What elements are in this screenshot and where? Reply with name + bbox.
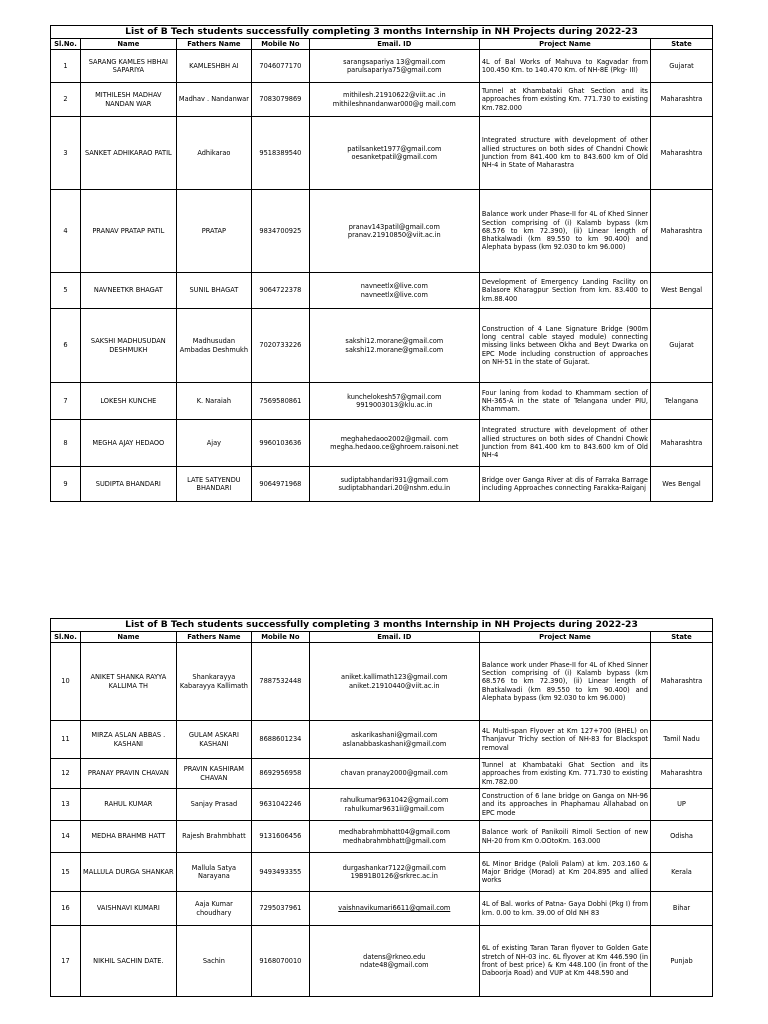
cell-name: SANKET ADHIKARAO PATIL xyxy=(80,117,176,190)
cell-email-id xyxy=(309,420,479,467)
cell-state: Tamil Nadu xyxy=(651,721,713,759)
email-address: medhabrahmbhatt04@gmail.com xyxy=(338,828,451,837)
cell-project-name: 4L of Bal. works of Patna- Gaya Dobhi (Pkg I) from km. 0.00 to km. 39.00 of Old NH 83 xyxy=(479,892,650,926)
cell-name: RAHUL KUMAR xyxy=(80,789,176,821)
email-address: mithileshnandanwar000@g mail.com xyxy=(332,99,456,108)
table-row xyxy=(51,190,713,273)
cell-project-name: Bridge over Ganga River at dis of Farraka Barrage including Approaches connecting Farakka-Raiganj xyxy=(479,467,650,502)
table-row xyxy=(51,50,713,83)
cell-project-name: Construction of 4 Lane Signature Bridge (900m long central cable stayed module) connecting missing links between Okha and Beyt Dwarka on EPC Mode including construction of approaches on NH-51 in the state of Gujarat. xyxy=(479,309,650,383)
header-row xyxy=(51,39,713,50)
cell-email-id xyxy=(309,117,479,190)
email-address: navneetlx@live.com xyxy=(360,290,428,299)
cell-state: Maharashtra xyxy=(651,643,713,721)
cell-state: Bihar xyxy=(651,892,713,926)
cell-project-name: Development of Emergency Landing Facility on Balasore Kharagpur Section from km. 83.400 to km.88.400 xyxy=(479,273,650,309)
table-title: List of B Tech students successfully completing 3 months Internship in NH Projects during 2022-23 xyxy=(51,619,713,632)
table-row xyxy=(51,467,713,502)
email-address: sakshi12.morane@gmail.com xyxy=(345,337,444,346)
header-fathers-name: Fathers Name xyxy=(176,632,251,643)
cell-mobile-no: 9168070010 xyxy=(252,926,310,997)
cell-name: SAKSHI MADHUSUDAN DESHMUKH xyxy=(80,309,176,383)
cell-sl-no: 7 xyxy=(51,383,81,420)
cell-email-id xyxy=(309,273,479,309)
cell-name: MEGHA AJAY HEDAOO xyxy=(80,420,176,467)
cell-state: Maharashtra xyxy=(651,190,713,273)
email-address: durgashankar7122@gmail.com xyxy=(342,863,446,872)
table-row xyxy=(51,892,713,926)
cell-fathers-name: Mallula Satya Narayana xyxy=(176,853,251,892)
cell-mobile-no: 8688601234 xyxy=(252,721,310,759)
email-address: sarangsapariya 13@gmail.com xyxy=(343,57,446,66)
email-address: 9919003013@klu.ac.in xyxy=(356,401,433,409)
cell-sl-no: 1 xyxy=(51,50,81,83)
table-row xyxy=(51,383,713,420)
header-project-name: Project Name xyxy=(479,632,650,643)
table-row xyxy=(51,420,713,467)
cell-fathers-name: Sachin xyxy=(176,926,251,997)
email-address: oesanketpatil@gmail.com xyxy=(351,153,438,161)
cell-email-id xyxy=(309,383,479,420)
cell-sl-no: 10 xyxy=(51,643,81,721)
cell-name: SARANG KAMLES HBHAI SAPARIYA xyxy=(80,50,176,83)
cell-mobile-no: 7887532448 xyxy=(252,643,310,721)
cell-mobile-no: 7046077170 xyxy=(252,50,310,83)
cell-name: MEDHA BRAHMB HATT xyxy=(80,821,176,853)
cell-mobile-no: 9834700925 xyxy=(252,190,310,273)
cell-fathers-name: Shankarayya Kabarayya Kallimath xyxy=(176,643,251,721)
cell-fathers-name: KAMLESHBH AI xyxy=(176,50,251,83)
cell-project-name: Four laning from kodad to Khammam section of NH-365-A in the state of Telangana under PIU, Khammam. xyxy=(479,383,650,420)
cell-state: Punjab xyxy=(651,926,713,997)
cell-email-id xyxy=(309,643,479,721)
cell-mobile-no: 7295037961 xyxy=(252,892,310,926)
cell-mobile-no: 9131606456 xyxy=(252,821,310,853)
table-row xyxy=(51,853,713,892)
email-address: datens@rkneo.edu xyxy=(363,952,426,961)
cell-email-id xyxy=(309,467,479,502)
cell-state: Gujarat xyxy=(651,50,713,83)
cell-email-id xyxy=(309,190,479,273)
cell-sl-no: 11 xyxy=(51,721,81,759)
cell-sl-no: 8 xyxy=(51,420,81,467)
email-address: sudiptabhandari.20@nshm.edu.in xyxy=(338,484,451,492)
cell-project-name: 6L Minor Bridge (Paloli Palam) at km. 203.160 & Major Bridge (Morad) at Km 204.895 and allied works xyxy=(479,853,650,892)
email-address: aniket.kallimath123@gmail.com xyxy=(341,673,448,682)
cell-name: NAVNEETKR BHAGAT xyxy=(80,273,176,309)
cell-mobile-no: 8692956958 xyxy=(252,759,310,789)
cell-state: Maharashtra xyxy=(651,83,713,117)
table-row xyxy=(51,273,713,309)
cell-state: Odisha xyxy=(651,821,713,853)
table-row xyxy=(51,117,713,190)
header-name: Name xyxy=(80,632,176,643)
header-row xyxy=(51,632,713,643)
table-row xyxy=(51,821,713,853)
cell-sl-no: 13 xyxy=(51,789,81,821)
cell-name: MITHILESH MADHAV NANDAN WAR xyxy=(80,83,176,117)
cell-name: PRANAV PRATAP PATIL xyxy=(80,190,176,273)
cell-email-id xyxy=(309,821,479,853)
header-state: State xyxy=(651,39,713,50)
cell-fathers-name: PRAVIN KASHIRAM CHAVAN xyxy=(176,759,251,789)
cell-project-name: 6L of existing Taran Taran flyover to Golden Gate stretch of NH-03 inc. 6L flyover at Km 446.590 (in front of best price) & Km 448.100 (in front of the Daboorja Road) and VUP at Km 448.590 and xyxy=(479,926,650,997)
cell-name: LOKESH KUNCHE xyxy=(80,383,176,420)
table-row xyxy=(51,721,713,759)
email-address: medhabrahmbhatt@gmail.com xyxy=(342,836,446,845)
cell-name: MALLULA DURGA SHANKAR xyxy=(80,853,176,892)
cell-mobile-no: 7569580861 xyxy=(252,383,310,420)
header-state: State xyxy=(651,632,713,643)
cell-project-name: 4L of Bal Works of Mahuva to Kagvadar from 100.450 Km. to 140.470 Km. of NH-8E (Pkg- III) xyxy=(479,50,650,83)
cell-mobile-no: 9493493355 xyxy=(252,853,310,892)
cell-sl-no: 9 xyxy=(51,467,81,502)
cell-state: UP xyxy=(651,789,713,821)
cell-mobile-no: 9064722378 xyxy=(252,273,310,309)
cell-email-id xyxy=(309,309,479,383)
cell-project-name: Tunnel at Khambataki Ghat Section and its approaches from existing Km. 771.730 to existing Km.782.000 xyxy=(479,83,650,117)
email-address: pranav.21910850@viit.ac.in xyxy=(347,231,441,239)
cell-mobile-no: 9631042246 xyxy=(252,789,310,821)
cell-mobile-no: 9518389540 xyxy=(252,117,310,190)
cell-mobile-no: 9960103636 xyxy=(252,420,310,467)
email-address: kunchelokesh57@gmail.com xyxy=(347,392,442,401)
cell-email-id xyxy=(309,892,479,926)
email-address: chavan pranay2000@gmail.com xyxy=(340,769,448,778)
table-title: List of B Tech students successfully completing 3 months Internship in NH Projects during 2022-23 xyxy=(51,26,713,39)
cell-fathers-name: Sanjay Prasad xyxy=(176,789,251,821)
cell-state: Gujarat xyxy=(651,309,713,383)
cell-name: MIRZA ASLAN ABBAS . KASHANI xyxy=(80,721,176,759)
email-address: sakshi12.morane@gmail.com xyxy=(345,345,444,354)
email-address: parulsapariya75@gmail.com xyxy=(346,66,442,74)
cell-fathers-name: K. Naraiah xyxy=(176,383,251,420)
cell-email-id xyxy=(309,789,479,821)
table-row xyxy=(51,926,713,997)
table-row xyxy=(51,759,713,789)
cell-sl-no: 2 xyxy=(51,83,81,117)
table-row xyxy=(51,309,713,383)
email-address: askarikashani@gmail.com xyxy=(351,731,438,740)
cell-fathers-name: GULAM ASKARI KASHANI xyxy=(176,721,251,759)
email-address: aniket.21910440@viit.ac.in xyxy=(349,681,440,690)
cell-sl-no: 4 xyxy=(51,190,81,273)
header-mobile-no: Mobile No xyxy=(252,632,310,643)
internship-table-1 xyxy=(50,25,713,502)
email-address: rahulkumar9631ii@gmail.com xyxy=(344,804,445,813)
cell-name: NIKHIL SACHIN DATE. xyxy=(80,926,176,997)
cell-name: SUDIPTA BHANDARI xyxy=(80,467,176,502)
cell-sl-no: 14 xyxy=(51,821,81,853)
cell-fathers-name: Aaja Kumar choudhary xyxy=(176,892,251,926)
cell-state: Maharashtra xyxy=(651,759,713,789)
email-address: 19B91B0126@srkrec.ac.in xyxy=(350,872,438,880)
cell-email-id xyxy=(309,853,479,892)
header-mobile-no: Mobile No xyxy=(252,39,310,50)
cell-name: PRANAY PRAVIN CHAVAN xyxy=(80,759,176,789)
cell-project-name: Integrated structure with development of other allied structures on both sides of Chandni Chowk Junction from 841.400 km to 843.600 km of Old NH-4 xyxy=(479,420,650,467)
email-address: sudiptabhandari931@gmail.com xyxy=(340,475,449,484)
cell-fathers-name: Rajesh Brahmbhatt xyxy=(176,821,251,853)
table-row xyxy=(51,789,713,821)
cell-project-name: Balance work under Phase-II for 4L of Khed Sinner Section comprising of (i) Kalamb bypass (km 68.576 to km 72.390), (ii) Linear length of Bhatkalwadi (km 89.550 to km 90.400) and Alephata bypass (km 92.030 to km 96.000) xyxy=(479,190,650,273)
header-email-id: Email. ID xyxy=(309,632,479,643)
cell-state: West Bengal xyxy=(651,273,713,309)
cell-name: VAISHNAVI KUMARI xyxy=(80,892,176,926)
cell-sl-no: 17 xyxy=(51,926,81,997)
email-address: pranav143patil@gmail.com xyxy=(348,222,440,231)
cell-sl-no: 12 xyxy=(51,759,81,789)
cell-project-name: Balance work of Panikoili Rimoli Section of new NH-20 from Km 0.OOtoKm. 163.000 xyxy=(479,821,650,853)
cell-fathers-name: PRATAP xyxy=(176,190,251,273)
cell-mobile-no: 7083079869 xyxy=(252,83,310,117)
cell-fathers-name: SUNIL BHAGAT xyxy=(176,273,251,309)
cell-fathers-name: Madhav . Nandanwar xyxy=(176,83,251,117)
email-address: meghahedaoo2002@gmail. com xyxy=(340,434,448,443)
header-email-id: Email. ID xyxy=(309,39,479,50)
cell-sl-no: 5 xyxy=(51,273,81,309)
header-fathers-name: Fathers Name xyxy=(176,39,251,50)
email-address: aslanabbaskashani@gmail.com xyxy=(342,739,447,748)
cell-state: Wes Bengal xyxy=(651,467,713,502)
cell-email-id xyxy=(309,926,479,997)
cell-sl-no: 16 xyxy=(51,892,81,926)
header-sl-no: Sl.No. xyxy=(51,39,81,50)
cell-name: ANIKET SHANKA RAYYA KALLIMA TH xyxy=(80,643,176,721)
cell-mobile-no: 9064971968 xyxy=(252,467,310,502)
cell-fathers-name: Adhikarao xyxy=(176,117,251,190)
cell-fathers-name: LATE SATYENDU BHANDARI xyxy=(176,467,251,502)
cell-email-id xyxy=(309,759,479,789)
cell-project-name: Integrated structure with development of other allied structures on both sides of Chandni Chowk Junction from 841.400 km to 843.600 km of Old NH-4 in State of Maharastra xyxy=(479,117,650,190)
cell-email-id xyxy=(309,50,479,83)
email-address: patilsanket1977@gmail.com xyxy=(347,144,442,153)
cell-fathers-name: Ajay xyxy=(176,420,251,467)
cell-project-name: 4L Multi-span Flyover at Km 127+700 (BHEL) on Thanjavur Trichy section of NH-83 for Blackspot removal xyxy=(479,721,650,759)
email-address: megha.hedaoo.ce@ghroem.raisoni.net xyxy=(330,443,459,451)
table-row xyxy=(51,643,713,721)
cell-email-id xyxy=(309,721,479,759)
internship-table-2 xyxy=(50,618,713,997)
cell-fathers-name: Madhusudan Ambadas Deshmukh xyxy=(176,309,251,383)
table-row xyxy=(51,83,713,117)
cell-project-name: Construction of 6 lane bridge on Ganga on NH-96 and its approaches in Phaphamau Allahabad on EPC mode xyxy=(479,789,650,821)
cell-sl-no: 3 xyxy=(51,117,81,190)
cell-sl-no: 15 xyxy=(51,853,81,892)
cell-state: Kerala xyxy=(651,853,713,892)
email-address: rahulkumar9631042@gmail.com xyxy=(340,796,449,805)
email-address: ndate48@gmail.com xyxy=(360,961,429,969)
cell-state: Maharashtra xyxy=(651,117,713,190)
cell-mobile-no: 7020733226 xyxy=(252,309,310,383)
header-name: Name xyxy=(80,39,176,50)
cell-state: Telangana xyxy=(651,383,713,420)
email-address: vaishnavikumari6611@gmail.com xyxy=(338,904,451,913)
cell-project-name: Tunnel at Khambataki Ghat Section and its approaches from existing Km. 771.730 to existing Km.782.00 xyxy=(479,759,650,789)
header-sl-no: Sl.No. xyxy=(51,632,81,643)
cell-state: Maharashtra xyxy=(651,420,713,467)
cell-sl-no: 6 xyxy=(51,309,81,383)
email-address: mithilesh.21910622@viit.ac .in xyxy=(342,91,446,100)
cell-project-name: Balance work under Phase-II for 4L of Khed Sinner Section comprising of (i) Kalamb bypass (km 68.576 to km 72.390), (ii) Linear length of Bhatkalwadi (km 89.550 to km 90.400) and Alephata bypass (km 92.030 to km 96.000) xyxy=(479,643,650,721)
email-address: navneetlx@live.com xyxy=(360,282,428,291)
cell-email-id xyxy=(309,83,479,117)
header-project-name: Project Name xyxy=(479,39,650,50)
